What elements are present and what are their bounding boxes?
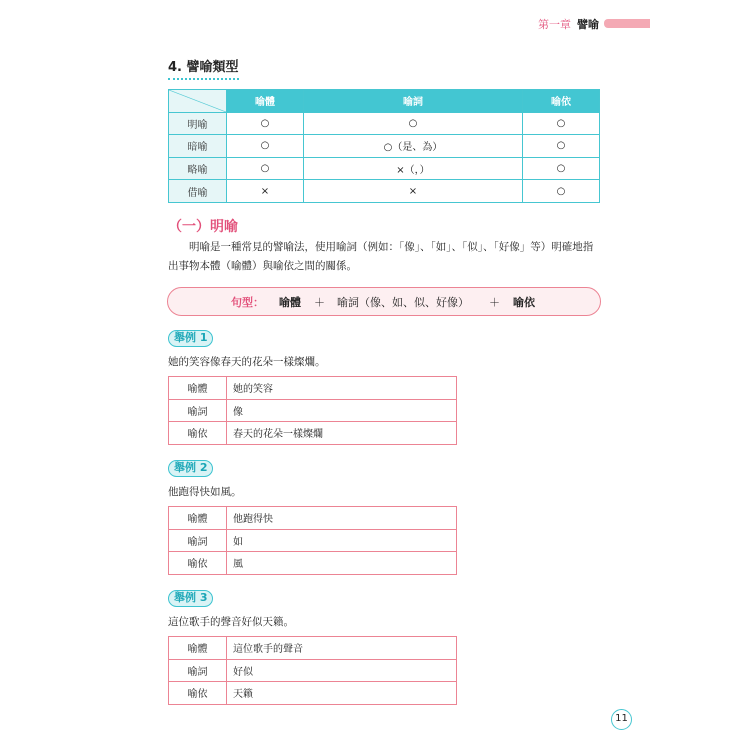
example-key: 喻依 (169, 682, 227, 705)
row-header: 借喻 (169, 180, 227, 203)
table-row (169, 422, 457, 445)
row-header: 略喻 (169, 157, 227, 180)
example-value: 像 (227, 399, 457, 422)
example-key: 喻依 (169, 552, 227, 575)
example-sentence: 他跑得快如風。 (168, 486, 242, 498)
table-cell: ○ (522, 157, 599, 180)
sentence-pattern-box (167, 287, 601, 316)
example-table (168, 636, 457, 705)
table-row (169, 377, 457, 400)
example-badge: 舉例 2 (168, 460, 213, 477)
table-cell: ×（，） (303, 157, 522, 180)
example-value: 春天的花朵一樣燦爛 (227, 422, 457, 445)
example-value: 如 (227, 529, 457, 552)
chapter-header (538, 16, 599, 32)
chapter-bar-decoration (604, 19, 650, 28)
table-row (169, 659, 457, 682)
row-header: 明喻 (169, 112, 227, 135)
example-sentence: 她的笑容像春天的花朵一樣燦爛。 (168, 356, 326, 368)
column-header: 喻依 (522, 90, 599, 113)
table-row (169, 112, 600, 135)
example-table (168, 506, 457, 575)
pattern-part-marker: 喻詞（像、如、似、好像） (337, 296, 469, 309)
table-row (169, 135, 600, 158)
example-sentence: 這位歌手的聲音好似天籟。 (168, 616, 294, 628)
table-row (169, 552, 457, 575)
example-key: 喻體 (169, 507, 227, 530)
table-row (169, 529, 457, 552)
example-table (168, 376, 457, 445)
table-cell: ○ (227, 157, 304, 180)
table-header-row (169, 90, 600, 113)
page-number: 11 (611, 709, 632, 730)
example-value: 天籟 (227, 682, 457, 705)
example-key: 喻詞 (169, 529, 227, 552)
table-row (169, 180, 600, 203)
table-cell: ○ (303, 112, 522, 135)
table-cell: ○（是、為） (303, 135, 522, 158)
example-key: 喻依 (169, 422, 227, 445)
section-title: 4. 譬喻類型 (168, 56, 239, 80)
table-cell: ○ (227, 135, 304, 158)
example-value: 風 (227, 552, 457, 575)
example-value: 她的笑容 (227, 377, 457, 400)
example-key: 喻體 (169, 377, 227, 400)
table-cell: ○ (522, 180, 599, 203)
pattern-part-vehicle-subject: 喻體 (279, 296, 301, 309)
table-cell: ○ (227, 112, 304, 135)
chapter-title: 譬喻 (577, 18, 599, 31)
table-row (169, 399, 457, 422)
table-row (169, 507, 457, 530)
plus-icon: ＋ (489, 296, 500, 309)
chapter-number: 第一章 (538, 18, 571, 31)
table-row (169, 157, 600, 180)
row-header: 暗喻 (169, 135, 227, 158)
table-row (169, 682, 457, 705)
column-header: 喻體 (227, 90, 304, 113)
table-cell: ○ (522, 112, 599, 135)
example-badge: 舉例 1 (168, 330, 213, 347)
pattern-part-vehicle: 喻依 (513, 296, 535, 309)
example-badge: 舉例 3 (168, 590, 213, 607)
example-value: 他跑得快 (227, 507, 457, 530)
example-value: 這位歌手的聲音 (227, 637, 457, 660)
table-cell: ○ (522, 135, 599, 158)
subsection-title: （一）明喻 (168, 219, 238, 235)
pattern-label: 句型： (231, 296, 264, 309)
column-header: 喻詞 (303, 90, 522, 113)
table-row (169, 637, 457, 660)
plus-icon: ＋ (314, 296, 325, 309)
subsection-paragraph: 明喻是一種常見的譬喻法，使用喻詞（例如：「像」、「如」、「似」、「好像」等）明確地指出事物本體（喻體）與喻依之間的關係。 (168, 241, 594, 272)
example-key: 喻詞 (169, 399, 227, 422)
table-corner-cell (169, 90, 227, 113)
example-key: 喻詞 (169, 659, 227, 682)
table-cell: × (227, 180, 304, 203)
example-value: 好似 (227, 659, 457, 682)
table-cell: × (303, 180, 522, 203)
example-key: 喻體 (169, 637, 227, 660)
metaphor-types-table (168, 89, 600, 203)
